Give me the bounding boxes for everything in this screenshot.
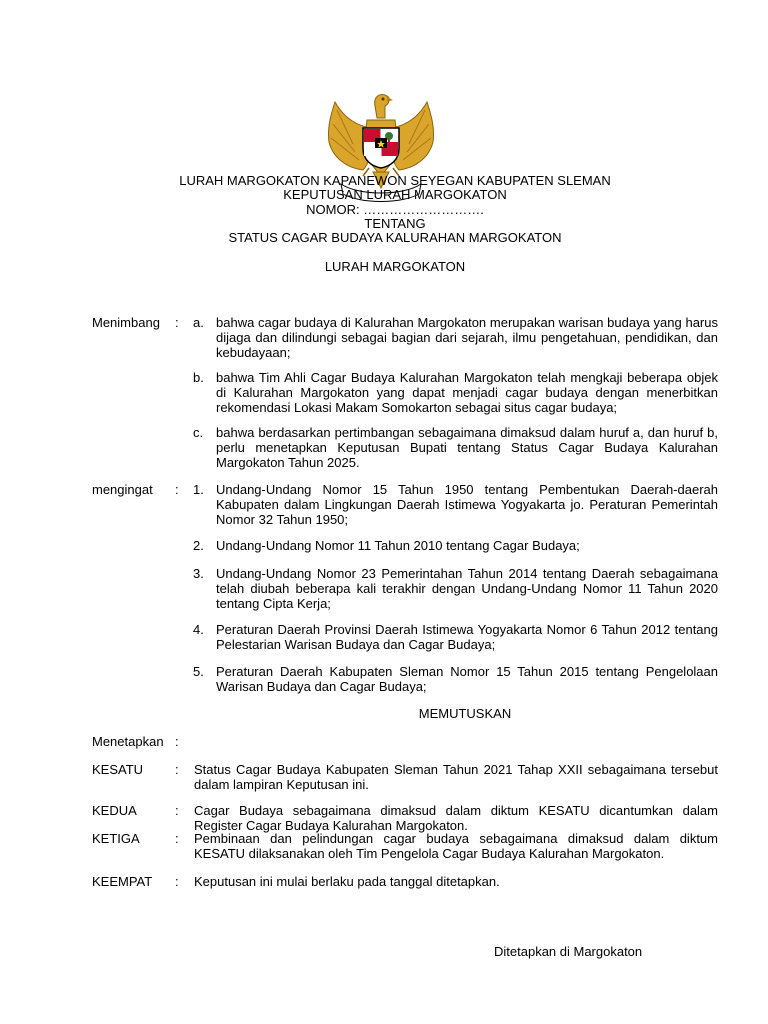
- mengingat-marker-3: 3.: [193, 566, 204, 581]
- diktum-kedua-text: Cagar Budaya sebagaimana dimaksud dalam diktum KESATU dicantumkan dalam Register Cagar Budaya Kalurahan Margokaton.: [194, 803, 718, 833]
- menimbang-marker-b: b.: [193, 370, 204, 385]
- diktum-kesatu-colon: :: [175, 762, 179, 777]
- menimbang-marker-a: a.: [193, 315, 204, 330]
- mengingat-marker-2: 2.: [193, 538, 204, 553]
- menimbang-item-a: bahwa cagar budaya di Kalurahan Margokaton merupakan warisan budaya yang harus dijaga dan dilindungi sebagai bagian dari sejarah, ilmu pengetahuan, pendidikan, dan kebudayaan;: [216, 315, 718, 360]
- mengingat-item-5: Peraturan Daerah Kabupaten Sleman Nomor 15 Tahun 2015 tentang Pengelolaan Warisan Budaya dan Cagar Budaya;: [216, 664, 718, 694]
- menimbang-label: Menimbang: [92, 315, 160, 330]
- mengingat-colon: :: [175, 482, 179, 497]
- signature-place: Ditetapkan di Margokaton: [494, 944, 643, 959]
- diktum-ketiga-text: Pembinaan dan pelindungan cagar budaya sebagaimana dimaksud dalam diktum KESATU dilaksanakan oleh Tim Pengelola Cagar Budaya Kalurahan Margokaton.: [194, 831, 718, 861]
- header-institution: LURAH MARGOKATON KAPANEWON SEYEGAN KABUPATEN SLEMAN: [179, 173, 611, 188]
- memutuskan-heading: MEMUTUSKAN: [418, 706, 512, 721]
- diktum-ketiga-colon: :: [175, 831, 179, 846]
- header-subject: STATUS CAGAR BUDAYA KALURAHAN MARGOKATON: [228, 230, 562, 245]
- header-number: NOMOR: ……………………….: [306, 202, 484, 217]
- mengingat-item-4: Peraturan Daerah Provinsi Daerah Istimewa Yogyakarta Nomor 6 Tahun 2012 tentang Pelestarian Warisan Budaya dan Cagar Budaya;: [216, 622, 718, 652]
- diktum-kesatu-label: KESATU: [92, 762, 144, 777]
- diktum-kedua-label: KEDUA: [92, 803, 137, 818]
- diktum-kedua-colon: :: [175, 803, 179, 818]
- mengingat-item-1: Undang-Undang Nomor 15 Tahun 1950 tentang Pembentukan Daerah-daerah Kabupaten dalam Lingkungan Daerah Istimewa Yogyakarta jo. Peraturan Pemerintah Nomor 32 Tahun 1950;: [216, 482, 718, 527]
- header-about: TENTANG: [364, 216, 426, 231]
- mengingat-item-3: Undang-Undang Nomor 23 Pemerintahan Tahun 2014 tentang Daerah sebagaimana telah diubah beberapa kali terakhir dengan Undang-Undang Nomor 11 Tahun 2020 tentang Cipta Kerja;: [216, 566, 718, 611]
- diktum-keempat-label: KEEMPAT: [92, 874, 153, 889]
- diktum-ketiga-label: KETIGA: [92, 831, 140, 846]
- menetapkan-colon: :: [175, 734, 179, 749]
- menimbang-item-b: bahwa Tim Ahli Cagar Budaya Kalurahan Margokaton telah mengkaji beberapa objek di Kalurahan Margokaton yang dapat menjadi cagar budaya dengan menerbitkan rekomendasi Lokasi Makam Somokarton sebagai situs cagar budaya;: [216, 370, 718, 415]
- mengingat-marker-1: 1.: [193, 482, 204, 497]
- header-decree-title: KEPUTUSAN LURAH MARGOKATON: [283, 187, 507, 202]
- header-issuer: LURAH MARGOKATON: [324, 259, 466, 274]
- mengingat-marker-5: 5.: [193, 664, 204, 679]
- mengingat-marker-4: 4.: [193, 622, 204, 637]
- diktum-kesatu-text: Status Cagar Budaya Kabupaten Sleman Tahun 2021 Tahap XXII sebagaimana tersebut dalam lampiran Keputusan ini.: [194, 762, 718, 792]
- menimbang-colon: :: [175, 315, 179, 330]
- diktum-keempat-text: Keputusan ini mulai berlaku pada tanggal ditetapkan.: [194, 874, 500, 889]
- mengingat-label: mengingat: [92, 482, 153, 497]
- diktum-keempat-colon: :: [175, 874, 179, 889]
- menimbang-item-c: bahwa berdasarkan pertimbangan sebagaimana dimaksud dalam huruf a, dan huruf b, perlu menetapkan Keputusan Bupati tentang Status Cagar Budaya Kalurahan Margokaton Tahun 2025.: [216, 425, 718, 470]
- menimbang-marker-c: c.: [193, 425, 204, 440]
- menetapkan-label: Menetapkan: [92, 734, 164, 749]
- mengingat-item-2: Undang-Undang Nomor 11 Tahun 2010 tentang Cagar Budaya;: [216, 538, 580, 553]
